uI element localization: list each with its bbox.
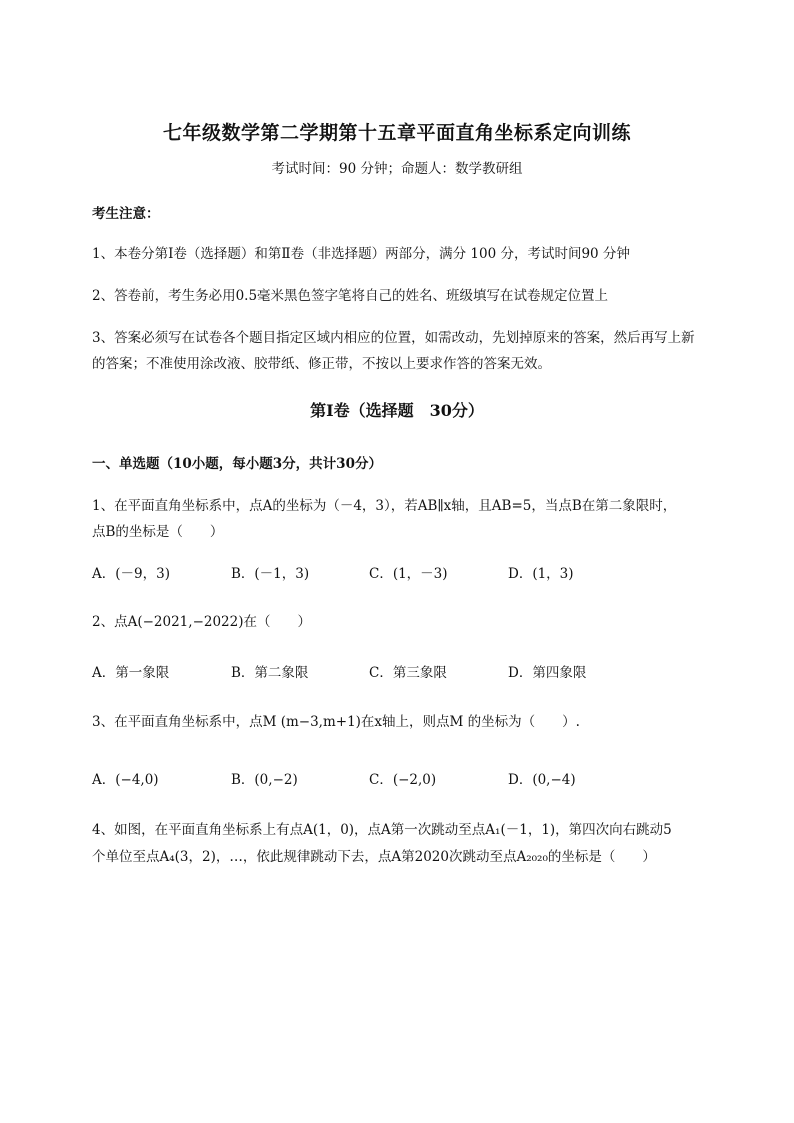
notice-item-3: 3、答案必须写在试卷各个题目指定区域内相应的位置，如需改动，先划掉原来的答案，然后再写上新 bbox=[92, 330, 695, 346]
question-1-stem-cont: 点B的坐标是（ ） bbox=[92, 524, 224, 540]
question-4-stem-cont: 个单位至点A₄(3，2)，…，依此规律跳动下去，点A第2020次跳动至点A₂₀₂₀的坐标是（ ） bbox=[92, 849, 656, 865]
exam-title: 七年级数学第二学期第十五章平面直角坐标系定向训练 bbox=[162, 122, 631, 144]
question-2-option-a: A．第一象限 bbox=[92, 665, 170, 681]
notice-heading: 考生注意： bbox=[92, 206, 160, 222]
question-3-stem: 3、在平面直角坐标系中，点M (m−3,m+1)在x轴上，则点M 的坐标为（ ）. bbox=[92, 714, 580, 730]
question-1-option-b: B．(－1，3) bbox=[231, 566, 310, 582]
question-1-option-d: D．(1，3) bbox=[508, 566, 574, 582]
question-1-option-a: A．(－9，3) bbox=[92, 566, 170, 582]
question-1-stem: 1、在平面直角坐标系中，点A的坐标为（－4，3），若AB∥x轴，且AB=5，当点B在第二象限时， bbox=[92, 498, 677, 514]
question-3-option-b: B．(0,−2) bbox=[231, 772, 298, 788]
section-title: 第Ⅰ卷（选择题 30分） bbox=[310, 401, 484, 420]
notice-item-3-cont: 的答案；不准使用涂改液、胶带纸、修正带，不按以上要求作答的答案无效。 bbox=[92, 356, 551, 372]
notice-item-2: 2、答卷前，考生务必用0.5毫米黑色签字笔将自己的姓名、班级填写在试卷规定位置上 bbox=[92, 288, 609, 304]
part-heading: 一、单选题（10小题，每小题3分，共计30分） bbox=[92, 456, 382, 472]
notice-item-1: 1、本卷分第Ⅰ卷（选择题）和第Ⅱ卷（非选择题）两部分，满分 100 分，考试时间90 分钟 bbox=[92, 246, 630, 262]
question-1-option-c: C．(1，－3) bbox=[369, 566, 448, 582]
question-2-option-c: C．第三象限 bbox=[369, 665, 447, 681]
question-2-option-d: D．第四象限 bbox=[508, 665, 587, 681]
question-3-option-d: D．(0,−4) bbox=[508, 772, 576, 788]
question-3-option-a: A．(−4,0) bbox=[92, 772, 159, 788]
exam-subtitle: 考试时间：90 分钟；命题人：数学教研组 bbox=[271, 161, 523, 177]
question-2-stem: 2、点A(−2021,−2022)在（ ） bbox=[92, 614, 311, 630]
question-4-stem: 4、如图，在平面直角坐标系上有点A(1，0)，点A第一次跳动至点A₁(－1，1)，第四次向右跳动5 bbox=[92, 822, 672, 838]
question-2-option-b: B．第二象限 bbox=[231, 665, 309, 681]
question-3-option-c: C．(−2,0) bbox=[369, 772, 437, 788]
